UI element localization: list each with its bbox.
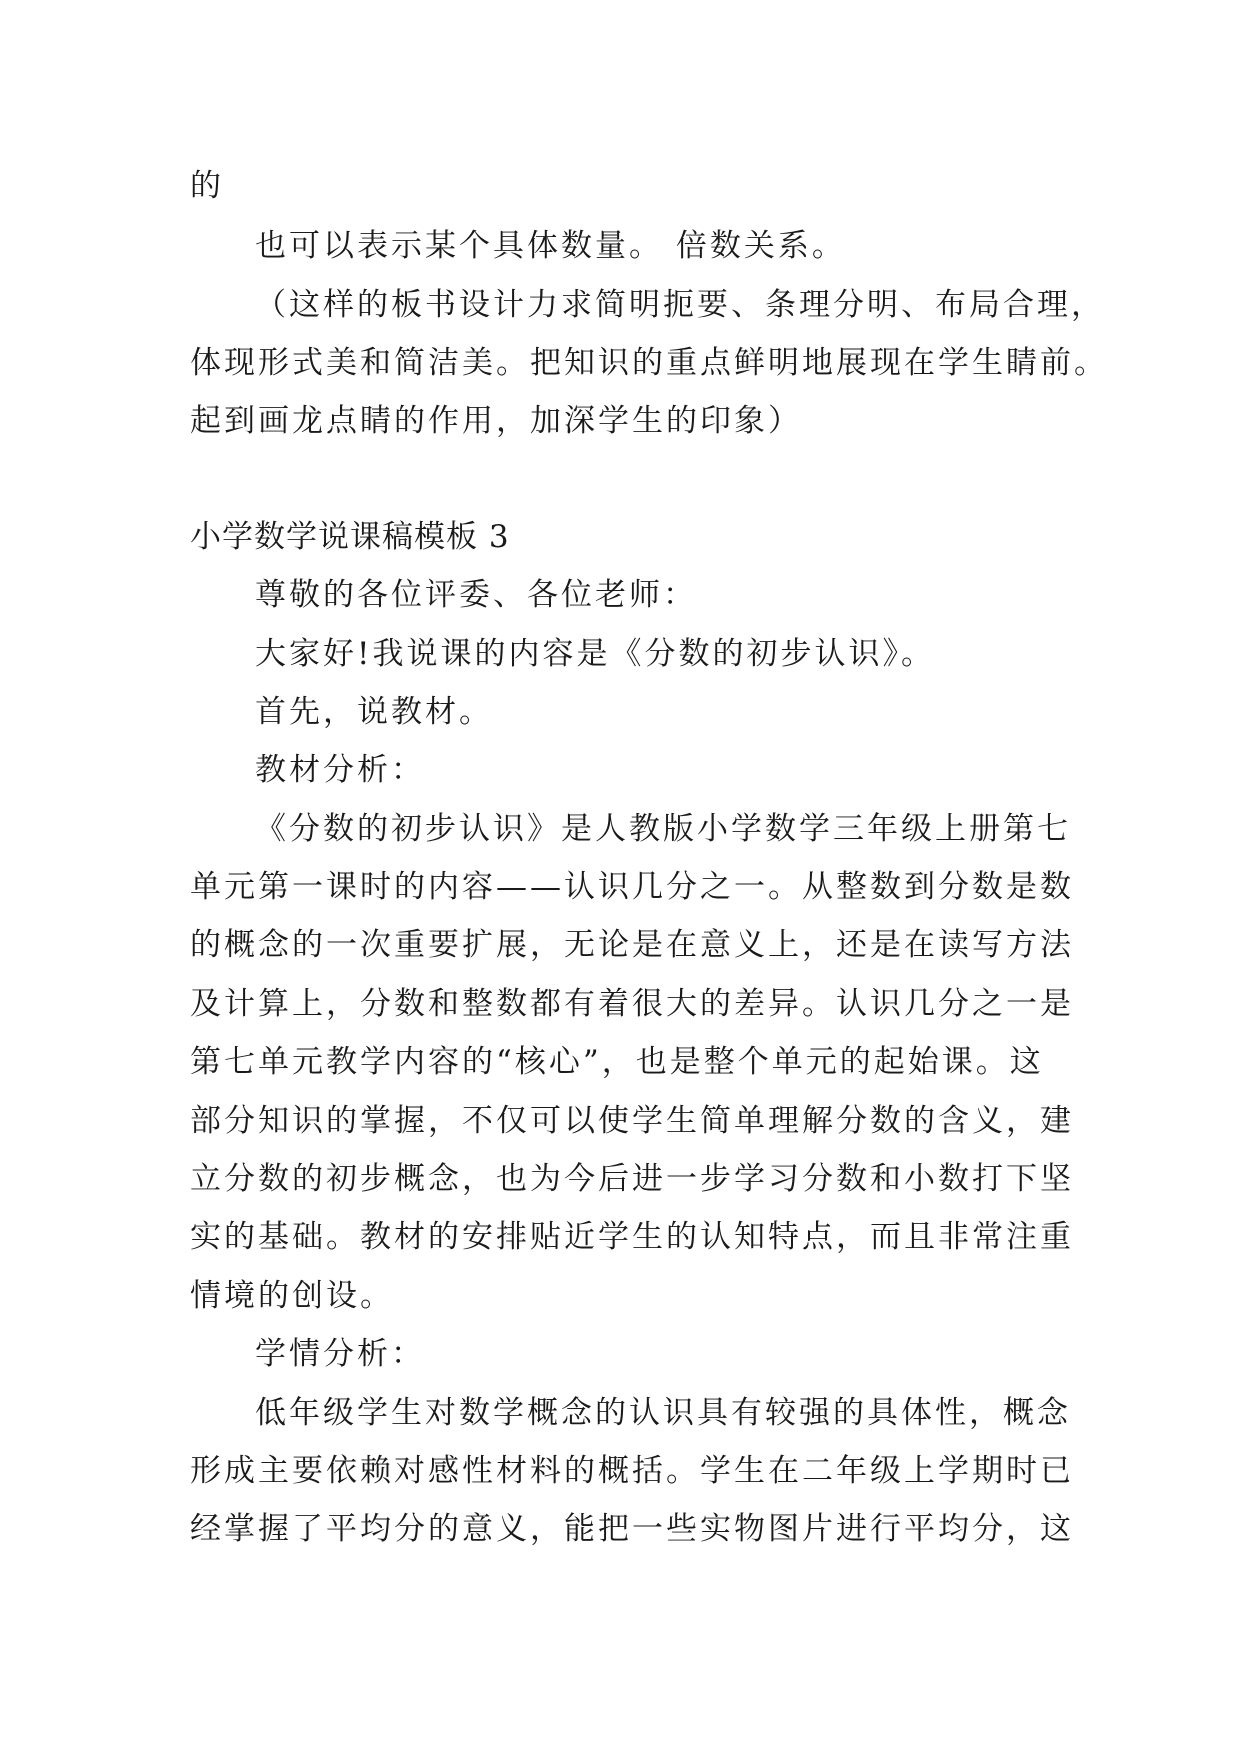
text-line: 形成主要依赖对感性材料的概括。学生在二年级上学期时已 xyxy=(190,1453,1074,1489)
text-line: 起到画龙点睛的作用，加深学生的印象） xyxy=(190,403,802,439)
text-line: 的概念的一次重要扩展，无论是在意义上，还是在读写方法 xyxy=(190,927,1074,963)
text-line: 单元第一课时的内容——认识几分之一。从整数到分数是数 xyxy=(190,869,1074,905)
text-line: 实的基础。教材的安排贴近学生的认知特点，而且非常注重 xyxy=(190,1219,1074,1255)
text-line: 的 xyxy=(190,168,224,204)
text-line: 低年级学生对数学概念的认识具有较强的具体性，概念 xyxy=(255,1395,1071,1431)
text-line: 《分数的初步认识》是人教版小学数学三年级上册第七 xyxy=(255,811,1071,847)
text-line: 情境的创设。 xyxy=(190,1278,394,1314)
text-line: 部分知识的掌握，不仅可以使学生简单理解分数的含义，建 xyxy=(190,1103,1074,1139)
text-line: 经掌握了平均分的意义，能把一些实物图片进行平均分，这 xyxy=(190,1511,1074,1547)
text-line: 学情分析： xyxy=(255,1336,425,1372)
text-line: 教材分析： xyxy=(255,752,425,788)
text-line: 及计算上，分数和整数都有着很大的差异。认识几分之一是 xyxy=(190,986,1074,1022)
text-line: 立分数的初步概念，也为今后进一步学习分数和小数打下坚 xyxy=(190,1161,1074,1197)
text-line: 尊敬的各位评委、各位老师： xyxy=(255,577,697,613)
text-line: 体现形式美和简洁美。把知识的重点鲜明地展现在学生睛前。 xyxy=(190,345,1108,381)
text-line: （这样的板书设计力求简明扼要、条理分明、布局合理， xyxy=(255,287,1105,323)
text-line: 大家好!我说课的内容是《分数的初步认识》。 xyxy=(255,636,935,672)
text-line: 首先，说教材。 xyxy=(255,694,493,730)
text-line: 第七单元教学内容的“核心”，也是整个单元的起始课。这 xyxy=(190,1044,1044,1080)
section-heading: 小学数学说课稿模板 3 xyxy=(190,519,510,555)
text-line: 也可以表示某个具体数量。 倍数关系。 xyxy=(255,228,846,264)
